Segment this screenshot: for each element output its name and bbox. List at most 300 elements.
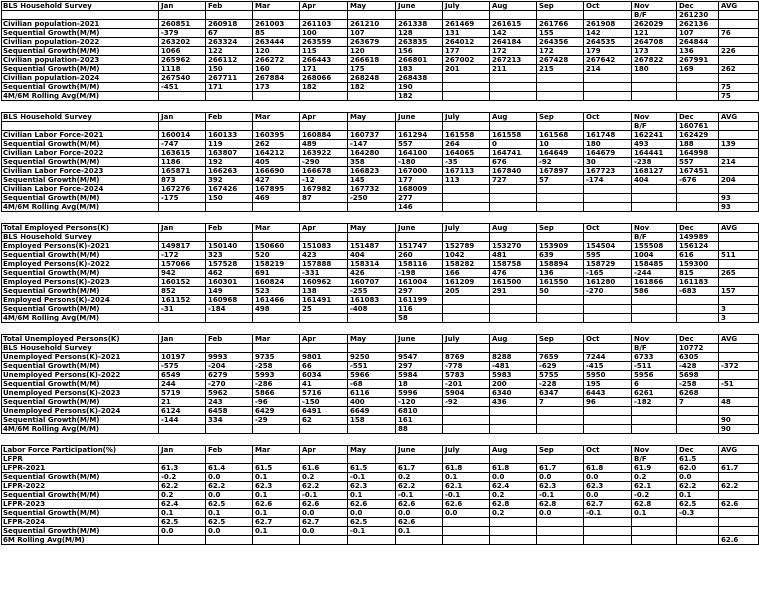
table-cell: 160301 — [206, 278, 253, 287]
table-cell — [719, 527, 759, 536]
table-row — [2, 29, 759, 38]
table-cell: 166678 — [300, 167, 348, 176]
block-gap — [1, 101, 759, 112]
table-cell: Aug — [490, 113, 537, 122]
table-cell: 158219 — [253, 260, 300, 269]
table-cell: 0.2 — [396, 473, 443, 482]
table-cell: -258 — [253, 362, 300, 371]
table-cell: Feb — [206, 446, 253, 455]
table-cell: Jan — [159, 224, 206, 233]
row-label: Sequential Growth(M/M) — [2, 140, 159, 149]
table-cell: 261469 — [443, 20, 490, 29]
table-row — [2, 65, 759, 74]
table-cell: 6340 — [490, 389, 537, 398]
table-cell: 164998 — [677, 149, 719, 158]
table-cell — [490, 83, 537, 92]
table-cell: 0.1 — [206, 509, 253, 518]
table-cell — [348, 536, 396, 545]
table-cell — [300, 122, 348, 131]
table-cell: 9250 — [348, 353, 396, 362]
table-cell — [443, 305, 490, 314]
table-row — [2, 344, 759, 353]
table-cell: 62.8 — [490, 500, 537, 509]
table-cell: 158 — [348, 416, 396, 425]
table-cell: 182 — [300, 83, 348, 92]
table-cell: 62.4 — [159, 500, 206, 509]
table-cell: 116 — [396, 305, 443, 314]
row-label: Civilian Labor Force-2024 — [2, 185, 159, 194]
table-cell: 157888 — [300, 260, 348, 269]
table-cell: June — [396, 446, 443, 455]
table-row — [2, 20, 759, 29]
table-cell: 160395 — [253, 131, 300, 140]
row-label: Sequential Growth(M/M) — [2, 509, 159, 518]
table-cell: 0.0 — [159, 527, 206, 536]
table-cell: 161866 — [632, 278, 677, 287]
table-cell: 6491 — [300, 407, 348, 416]
table-cell: 267642 — [584, 56, 632, 65]
table-cell: 0.1 — [677, 491, 719, 500]
table-cell: -184 — [206, 305, 253, 314]
table-cell — [677, 314, 719, 323]
table-cell — [159, 92, 206, 101]
table-cell — [677, 527, 719, 536]
table-cell: -629 — [537, 362, 584, 371]
table-cell: -238 — [632, 158, 677, 167]
table-cell: Oct — [584, 224, 632, 233]
table-cell: 161568 — [537, 131, 584, 140]
table-cell: 5716 — [300, 389, 348, 398]
table-cell — [443, 344, 490, 353]
table-cell — [443, 455, 490, 464]
table-cell: -683 — [677, 287, 719, 296]
table-cell: 511 — [719, 251, 759, 260]
table-cell: 616 — [677, 251, 719, 260]
table-cell: 161280 — [584, 278, 632, 287]
table-row — [2, 140, 759, 149]
table-cell: 261908 — [584, 20, 632, 29]
table-row — [2, 167, 759, 176]
table-row — [2, 194, 759, 203]
table-row — [2, 233, 759, 242]
table-cell — [537, 83, 584, 92]
table-cell: 5698 — [677, 371, 719, 380]
table-cell — [677, 194, 719, 203]
table-cell: 61.7 — [537, 464, 584, 473]
table-cell — [584, 83, 632, 92]
table-cell: Apr — [300, 2, 348, 11]
table-cell: Aug — [490, 446, 537, 455]
table-cell: 268438 — [396, 74, 443, 83]
table-cell — [253, 233, 300, 242]
table-cell: 423 — [300, 251, 348, 260]
table-lfpr — [1, 445, 759, 545]
table-cell — [584, 296, 632, 305]
table-cell — [206, 455, 253, 464]
table-cell: 263444 — [253, 38, 300, 47]
row-label: LFPR-2024 — [2, 518, 159, 527]
table-row — [2, 482, 759, 491]
table-cell: 266112 — [206, 56, 253, 65]
row-label: LFPR — [2, 455, 159, 464]
table-row — [2, 398, 759, 407]
table-cell: 400 — [348, 398, 396, 407]
table-cell: 6458 — [206, 407, 253, 416]
table-row — [2, 407, 759, 416]
table-cell — [443, 536, 490, 545]
table-cell: May — [348, 335, 396, 344]
table-cell — [253, 425, 300, 434]
table-cell: 173 — [632, 47, 677, 56]
table-cell — [584, 185, 632, 194]
table-cell: 267822 — [632, 56, 677, 65]
table-cell: 489 — [300, 140, 348, 149]
table-cell: 0.1 — [253, 473, 300, 482]
table-cell — [719, 518, 759, 527]
table-cell: Feb — [206, 113, 253, 122]
table-cell — [719, 122, 759, 131]
table-cell — [443, 11, 490, 20]
table-cell: 0.2 — [300, 473, 348, 482]
table-cell: 62.2 — [677, 482, 719, 491]
table-cell: 263679 — [348, 38, 396, 47]
table-cell — [490, 194, 537, 203]
table-cell: Jan — [159, 2, 206, 11]
table-cell — [206, 344, 253, 353]
table-cell: 171 — [206, 83, 253, 92]
table-row — [2, 149, 759, 158]
table-cell — [677, 536, 719, 545]
table-cell: 392 — [206, 176, 253, 185]
table-cell — [490, 74, 537, 83]
table-row — [2, 74, 759, 83]
table-cell: 297 — [396, 287, 443, 296]
table-cell — [719, 167, 759, 176]
table-cell: 153270 — [490, 242, 537, 251]
table-cell: 62.6 — [719, 500, 759, 509]
table-unemployed — [1, 334, 759, 434]
table-cell — [719, 278, 759, 287]
row-label: BLS Household Survey — [2, 233, 159, 242]
table-cell: -290 — [300, 158, 348, 167]
table-cell — [719, 296, 759, 305]
table-cell: 0.1 — [443, 473, 490, 482]
row-label: BLS Household Survey — [2, 2, 159, 11]
table-cell: 7 — [677, 398, 719, 407]
table-cell: 160962 — [300, 278, 348, 287]
row-label: 4M/6M Rolling Avg(M/M) — [2, 203, 159, 212]
table-cell — [206, 203, 253, 212]
table-cell: 7244 — [584, 353, 632, 362]
table-cell: Jan — [159, 446, 206, 455]
table-cell: -174 — [584, 176, 632, 185]
table-cell — [443, 185, 490, 194]
table-cell: July — [443, 224, 490, 233]
table-cell: 262136 — [677, 20, 719, 29]
table-cell: 62.1 — [443, 482, 490, 491]
table-cell: 469 — [253, 194, 300, 203]
table-cell: -0.1 — [348, 473, 396, 482]
table-cell — [159, 122, 206, 131]
table-cell — [584, 194, 632, 203]
table-cell: AVG — [719, 446, 759, 455]
table-cell: 156124 — [677, 242, 719, 251]
table-cell: 100 — [300, 29, 348, 38]
table-cell: 119 — [206, 140, 253, 149]
row-label: Employed Persons(K)-2022 — [2, 260, 159, 269]
table-cell: 5956 — [632, 371, 677, 380]
table-cell — [537, 185, 584, 194]
table-cell: 0 — [490, 140, 537, 149]
table-row — [2, 509, 759, 518]
table-cell: 160 — [253, 65, 300, 74]
table-row — [2, 224, 759, 233]
table-cell — [300, 92, 348, 101]
table-cell: 62.6 — [300, 500, 348, 509]
table-cell: 164441 — [632, 149, 677, 158]
table-cell — [584, 344, 632, 353]
table-cell: -372 — [719, 362, 759, 371]
table-cell: 93 — [719, 194, 759, 203]
row-label: Sequential Growth(M/M) — [2, 380, 159, 389]
table-cell — [677, 296, 719, 305]
table-cell: June — [396, 2, 443, 11]
table-cell: AVG — [719, 335, 759, 344]
table-cell: 62.5 — [159, 518, 206, 527]
table-cell — [396, 455, 443, 464]
table-cell: 215 — [537, 65, 584, 74]
table-cell: 10197 — [159, 353, 206, 362]
row-label — [2, 122, 159, 131]
table-cell: 75 — [719, 92, 759, 101]
table-cell: 139 — [719, 140, 759, 149]
table-cell: 158894 — [537, 260, 584, 269]
table-row — [2, 518, 759, 527]
table-cell: 261003 — [253, 20, 300, 29]
table-cell: 0.1 — [253, 527, 300, 536]
table-cell — [348, 11, 396, 20]
table-cell: 5966 — [348, 371, 396, 380]
table-cell: 165871 — [159, 167, 206, 176]
table-cell — [537, 527, 584, 536]
table-row — [2, 2, 759, 11]
table-cell: Oct — [584, 446, 632, 455]
table-cell: 6549 — [159, 371, 206, 380]
table-cell: 161209 — [443, 278, 490, 287]
table-cell: 161 — [396, 416, 443, 425]
table-cell — [253, 314, 300, 323]
table-cell: 160737 — [348, 131, 396, 140]
table-cell: 160133 — [206, 131, 253, 140]
table-cell: 166 — [443, 269, 490, 278]
table-row — [2, 176, 759, 185]
table-row — [2, 416, 759, 425]
table-row — [2, 278, 759, 287]
table-cell: 149989 — [677, 233, 719, 242]
table-cell: 163615 — [159, 149, 206, 158]
table-cell: 168127 — [632, 167, 677, 176]
table-cell: 160707 — [348, 278, 396, 287]
table-cell: 158729 — [584, 260, 632, 269]
table-cell — [490, 344, 537, 353]
table-cell: 334 — [206, 416, 253, 425]
table-cell — [632, 416, 677, 425]
table-population — [1, 1, 759, 101]
table-cell: 0.0 — [584, 473, 632, 482]
table-cell — [206, 92, 253, 101]
table-cell: -778 — [443, 362, 490, 371]
table-cell — [348, 203, 396, 212]
table-cell: 62.5 — [348, 518, 396, 527]
table-cell: -12 — [300, 176, 348, 185]
table-cell — [443, 518, 490, 527]
table-cell: 161491 — [300, 296, 348, 305]
table-cell: 168009 — [396, 185, 443, 194]
table-cell: Nov — [632, 335, 677, 344]
table-cell — [159, 11, 206, 20]
table-cell: 164649 — [537, 149, 584, 158]
table-cell: 172 — [537, 47, 584, 56]
table-cell — [159, 536, 206, 545]
table-cell: 265962 — [159, 56, 206, 65]
table-cell: 5866 — [253, 389, 300, 398]
table-cell: 150660 — [253, 242, 300, 251]
table-cell: 6268 — [677, 389, 719, 398]
table-cell — [396, 536, 443, 545]
table-cell — [719, 371, 759, 380]
table-cell: 9801 — [300, 353, 348, 362]
table-cell: 85 — [253, 29, 300, 38]
row-label: Unemployed Persons(K)-2022 — [2, 371, 159, 380]
table-cell: 167276 — [159, 185, 206, 194]
row-label: Sequential Growth(M/M) — [2, 491, 159, 500]
table-cell: 266618 — [348, 56, 396, 65]
table-cell: 61.5 — [253, 464, 300, 473]
table-cell: -481 — [490, 362, 537, 371]
table-cell: 120 — [348, 47, 396, 56]
table-cell: 61.5 — [348, 464, 396, 473]
table-cell: 0.0 — [206, 491, 253, 500]
table-cell: 96 — [584, 398, 632, 407]
table-cell: 182 — [348, 83, 396, 92]
table-cell: -0.1 — [443, 491, 490, 500]
row-label: Total Employed Persons(K) — [2, 224, 159, 233]
table-cell — [719, 56, 759, 65]
table-cell: Nov — [632, 113, 677, 122]
table-cell: 267884 — [253, 74, 300, 83]
table-cell: 0.1 — [348, 491, 396, 500]
table-cell: 7659 — [537, 353, 584, 362]
table-cell: 0.0 — [206, 473, 253, 482]
table-cell — [584, 314, 632, 323]
table-cell — [677, 74, 719, 83]
table-row — [2, 314, 759, 323]
table-cell — [719, 455, 759, 464]
table-cell: 87 — [300, 194, 348, 203]
table-cell: 6443 — [584, 389, 632, 398]
table-cell: 76 — [719, 29, 759, 38]
table-cell: 62.6 — [253, 500, 300, 509]
table-cell — [584, 425, 632, 434]
table-cell: B/F — [632, 233, 677, 242]
table-cell: 205 — [443, 287, 490, 296]
table-cell: 167426 — [206, 185, 253, 194]
table-row — [2, 38, 759, 47]
table-cell: Dec — [677, 113, 719, 122]
table-cell: 120 — [253, 47, 300, 56]
table-cell: -331 — [300, 269, 348, 278]
table-cell: 261615 — [490, 20, 537, 29]
table-cell: 0.2 — [490, 509, 537, 518]
table-cell: 7 — [537, 398, 584, 407]
table-cell: Feb — [206, 335, 253, 344]
table-cell — [584, 407, 632, 416]
table-cell — [443, 314, 490, 323]
table-cell — [396, 344, 443, 353]
table-cell: -120 — [396, 398, 443, 407]
table-cell: Mar — [253, 446, 300, 455]
table-cell — [490, 455, 537, 464]
table-cell — [300, 233, 348, 242]
table-cell: 161294 — [396, 131, 443, 140]
table-cell: 427 — [253, 176, 300, 185]
table-cell — [719, 38, 759, 47]
table-cell: -551 — [348, 362, 396, 371]
table-cell — [719, 353, 759, 362]
table-cell — [719, 233, 759, 242]
table-cell: AVG — [719, 2, 759, 11]
row-label: 6M Rolling Avg(M/M) — [2, 536, 159, 545]
table-cell: 1042 — [443, 251, 490, 260]
table-cell: 0.0 — [537, 473, 584, 482]
table-cell: 1004 — [632, 251, 677, 260]
table-cell: 61.4 — [206, 464, 253, 473]
table-cell — [490, 11, 537, 20]
table-cell: 5993 — [253, 371, 300, 380]
table-cell — [490, 305, 537, 314]
table-cell — [443, 425, 490, 434]
table-cell — [396, 11, 443, 20]
table-cell: -286 — [253, 380, 300, 389]
row-label: Sequential Growth(M/M) — [2, 29, 159, 38]
table-cell: 160761 — [677, 122, 719, 131]
table-cell: 291 — [490, 287, 537, 296]
table-cell: 161199 — [396, 296, 443, 305]
table-cell: 177 — [396, 176, 443, 185]
table-cell: 265 — [719, 269, 759, 278]
table-cell — [206, 425, 253, 434]
table-cell — [300, 203, 348, 212]
table-cell: 201 — [443, 65, 490, 74]
table-row — [2, 185, 759, 194]
table-cell — [677, 407, 719, 416]
table-cell: 0.2 — [632, 473, 677, 482]
table-cell: 0.1 — [159, 509, 206, 518]
table-cell: Apr — [300, 446, 348, 455]
table-cell: 169 — [677, 65, 719, 74]
table-cell: 142 — [584, 29, 632, 38]
table-cell: 62.5 — [677, 500, 719, 509]
table-cell: 0.0 — [206, 527, 253, 536]
table-cell — [159, 344, 206, 353]
table-cell: 150 — [206, 65, 253, 74]
row-label: Civilian Labor Force-2023 — [2, 167, 159, 176]
table-cell: 815 — [677, 269, 719, 278]
table-cell: 476 — [490, 269, 537, 278]
table-cell: 62.7 — [300, 518, 348, 527]
table-cell: 260918 — [206, 20, 253, 29]
row-label: Sequential Growth(M/M) — [2, 47, 159, 56]
